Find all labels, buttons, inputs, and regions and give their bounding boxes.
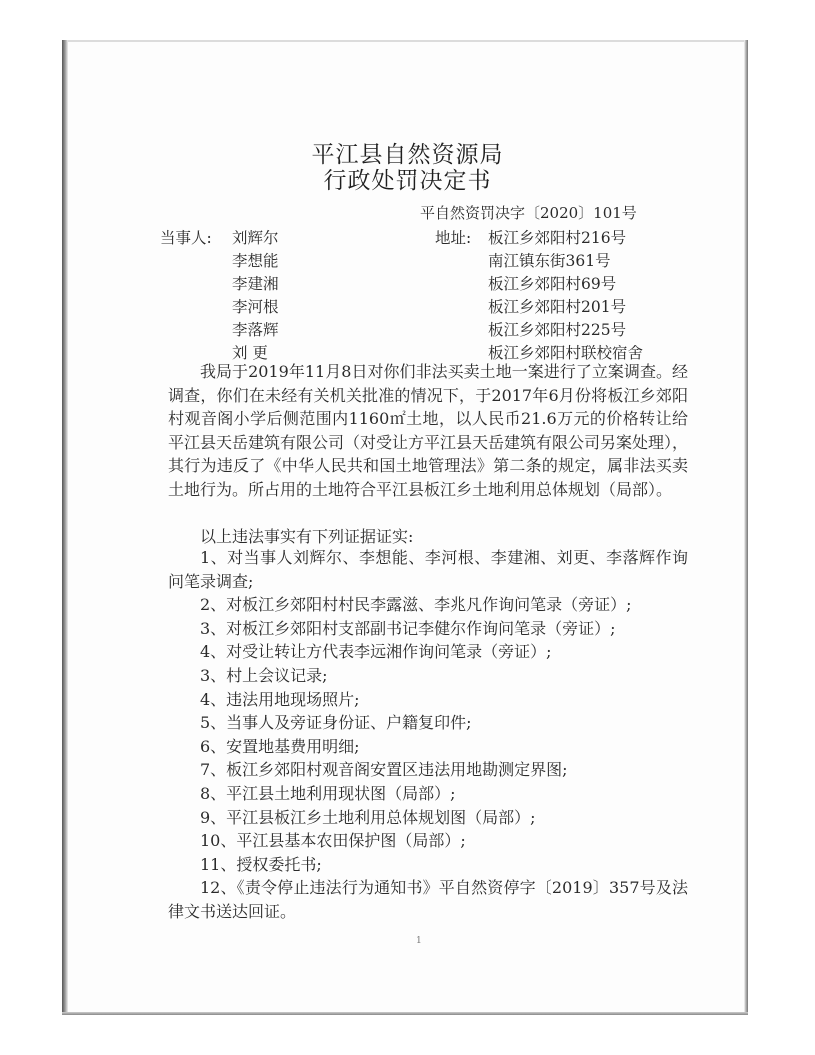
evidence-intro: 以上违法事实有下列证据证实:: [200, 527, 414, 546]
evidence-item: 5、当事人及旁证身份证、户籍复印件;: [200, 713, 472, 733]
evidence-item: 10、平江县基本农田保护图（局部）;: [200, 831, 466, 851]
evidence-item: 6、安置地基费用明细;: [200, 736, 360, 756]
party-name: 李落辉: [232, 321, 279, 339]
scan-edge-bottom: [62, 1012, 748, 1015]
evidence-item: 3、村上会议记录;: [200, 665, 328, 685]
evidence-list: [168, 546, 688, 924]
party-address: 板江乡郊阳村225号: [488, 321, 627, 339]
evidence-item: 4、对受让转让方代表李远湘作询问笔录（旁证）;: [200, 642, 552, 662]
party-address: 板江乡郊阳村201号: [488, 298, 627, 316]
party-name: 刘 更: [232, 344, 268, 362]
evidence-item: 7、板江乡郊阳村观音阁安置区违法用地勘测定界图;: [200, 760, 568, 780]
evidence-item: 3、对板江乡郊阳村支部副书记李健尔作询问笔录（旁证）;: [200, 618, 616, 638]
document-number: 平自然资罚决字〔2020〕101号: [420, 204, 637, 222]
party-name: 李建湘: [232, 275, 279, 293]
evidence-item: 12、《责令停止违法行为通知书》平自然资停字〔2019〕357号及法律文书送达回证。: [168, 878, 688, 921]
document-title-line2: 行政处罚决定书: [323, 168, 492, 194]
party-address: 板江乡郊阳村69号: [488, 275, 617, 293]
facts-paragraph: 我局于2019年11月8日对你们非法买卖土地一案进行了立案调查。经调查，你们在未经有关机关批准的情况下，于2017年6月份将板江乡郊阳村观音阁小学后侧范围内1160㎡土地，以人民币21.6万元的价格转让给平江县天岳建筑有限公司（对受让方平江县天岳建筑有限公司另案处理），其行为违反了《中华人民共和国土地管理法》第二条的规定，属非法买卖土地行为。所占用的土地符合平江县板江乡土地利用总体规划（局部）。: [168, 362, 689, 499]
party-address: 板江乡郊阳村216号: [488, 229, 627, 247]
address-label: 地址:: [435, 229, 472, 247]
evidence-item: 8、平江县土地利用现状图（局部）;: [200, 783, 456, 803]
evidence-item: 9、平江县板江乡土地利用总体规划图（局部）;: [200, 807, 536, 827]
evidence-item: 1、对当事人刘辉尔、李想能、李河根、李建湘、刘更、李落辉作询问笔录调查;: [168, 548, 688, 591]
party-name: 李想能: [232, 252, 279, 270]
evidence-item: 11、授权委托书;: [200, 854, 322, 874]
party-label: 当事人:: [160, 229, 212, 247]
document-title-line1: 平江县自然资源局: [311, 142, 504, 168]
evidence-item: 4、违法用地现场照片;: [200, 689, 360, 709]
party-name: 刘辉尔: [232, 229, 279, 247]
party-address: 板江乡郊阳村联校宿舍: [488, 344, 644, 362]
party-name: 李河根: [232, 298, 279, 316]
party-address: 南江镇东街361号: [488, 252, 611, 270]
page-number: 1: [416, 936, 422, 946]
evidence-item: 2、对板江乡郊阳村村民李露滋、李兆凡作询问笔录（旁证）;: [200, 595, 632, 615]
